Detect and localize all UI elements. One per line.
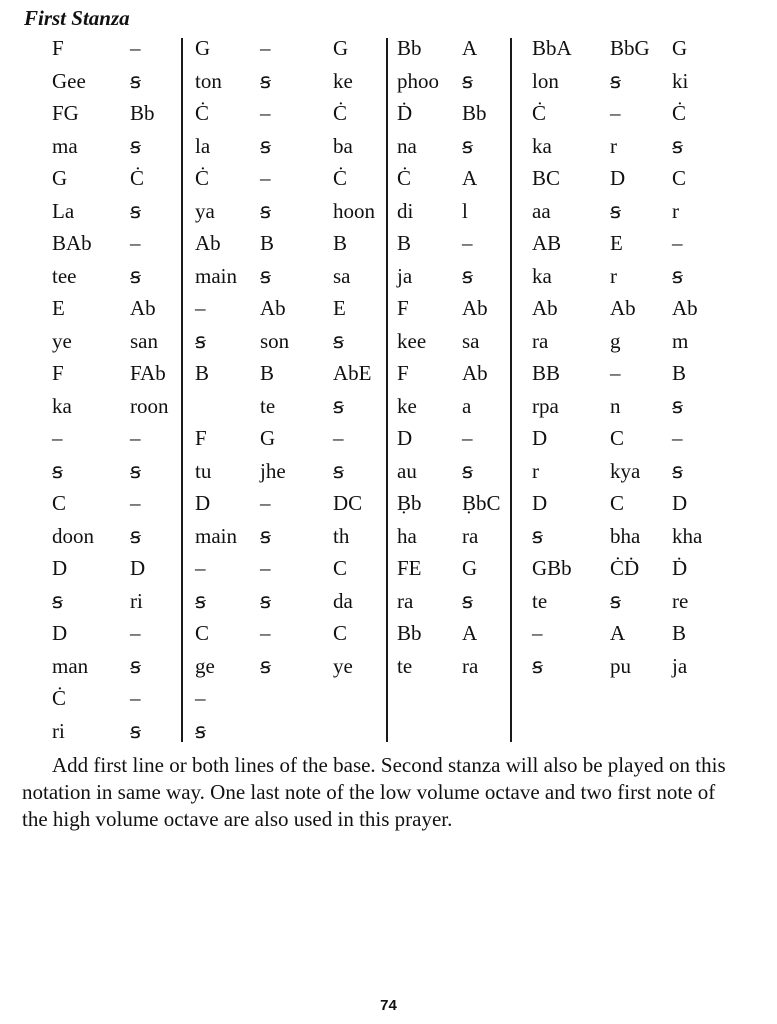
notation-cell: D	[52, 621, 68, 645]
notation-cell: la	[195, 133, 211, 158]
stanza-title: First Stanza	[24, 6, 130, 30]
notation-row	[0, 130, 777, 162]
notation-cell: ꞩ	[130, 653, 141, 678]
notation-cell: BC	[532, 166, 561, 190]
notation-cell: –	[260, 556, 271, 580]
notation-cell: F	[397, 361, 409, 385]
notation-cell: aa	[532, 198, 551, 223]
notation-cell: ra	[462, 523, 479, 548]
notation-cell: ꞩ	[462, 133, 473, 158]
notation-cell: ꞩ	[130, 198, 141, 223]
notation-cell: D	[532, 426, 548, 450]
notation-cell: kee	[397, 328, 427, 353]
notation-cell: E	[333, 296, 346, 320]
notation-cell: –	[260, 621, 271, 645]
notation-cell: Ab	[462, 296, 488, 320]
notation-row	[0, 65, 777, 97]
notation-cell: ton	[195, 68, 222, 93]
notation-cell: G	[260, 426, 276, 450]
notation-cell: A	[462, 166, 478, 190]
notation-row	[0, 650, 777, 682]
notation-cell: ꞩ	[462, 263, 473, 288]
notation-cell: ꞩ	[195, 588, 206, 613]
notation-cell: Ab	[462, 361, 488, 385]
notation-cell: Gee	[52, 68, 86, 93]
notation-cell: phoo	[397, 68, 439, 93]
notation-cell: na	[397, 133, 417, 158]
notation-row	[0, 227, 777, 259]
notation-cell: l	[462, 198, 468, 223]
notation-cell: man	[52, 653, 89, 678]
notation-cell: Ċ	[532, 101, 547, 125]
notation-cell: ka	[52, 393, 72, 418]
notation-cell: C	[610, 426, 625, 450]
notation-cell: ꞩ	[610, 588, 621, 613]
notation-cell: r	[610, 133, 617, 158]
notation-cell: kya	[610, 458, 641, 483]
notation-cell: ꞩ	[532, 653, 543, 678]
notation-cell: Ċ	[195, 166, 210, 190]
notation-cell: B	[195, 361, 210, 385]
notation-cell: Ċ	[130, 166, 145, 190]
notation-cell: Ḅb	[397, 491, 422, 515]
notation-cell: B	[260, 231, 275, 255]
notation-cell: GBb	[532, 556, 572, 580]
notation-cell: tu	[195, 458, 212, 483]
notation-cell: ꞩ	[672, 393, 683, 418]
instruction-paragraph: Add first line or both lines of the base. Second stanza will also be played on this notation in same way. One last note of the low volume octave and two first note of the high volume octave are also used in this prayer.	[22, 753, 726, 831]
notation-cell: Ċ	[333, 101, 348, 125]
notation-cell: ki	[672, 68, 689, 93]
notation-cell: B	[397, 231, 412, 255]
notation-cell: ꞩ	[260, 263, 271, 288]
notation-cell: –	[260, 491, 271, 515]
notation-row	[0, 520, 777, 552]
notation-cell: –	[195, 296, 206, 320]
notation-cell: te	[532, 588, 548, 613]
notation-cell: ꞩ	[610, 68, 621, 93]
notation-cell: C	[52, 491, 67, 515]
notation-cell: –	[672, 426, 683, 450]
notation-cell: Ab	[610, 296, 636, 320]
notation-cell: Ċ	[333, 166, 348, 190]
notation-cell: D	[672, 491, 688, 515]
notation-cell: –	[130, 686, 141, 710]
notation-cell: Ċ	[195, 101, 210, 125]
notation-cell: ꞩ	[130, 133, 141, 158]
notation-cell: ꞩ	[52, 458, 63, 483]
notation-cell: ꞩ	[333, 393, 344, 418]
notation-cell: C	[333, 556, 348, 580]
notation-cell: D	[130, 556, 146, 580]
notation-cell: AbE	[333, 361, 372, 385]
notation-cell: –	[52, 426, 63, 450]
notation-cell: ke	[397, 393, 417, 418]
notation-cell: C	[610, 491, 625, 515]
notation-cell: ꞩ	[260, 588, 271, 613]
notation-cell: ĊḊ	[610, 556, 640, 580]
notation-cell: r	[672, 198, 679, 223]
notation-cell: th	[333, 523, 350, 548]
notation-cell: D	[532, 491, 548, 515]
notation-cell: –	[462, 231, 473, 255]
notation-row	[0, 97, 777, 129]
notation-cell: san	[130, 328, 158, 353]
notation-cell: ha	[397, 523, 417, 548]
notation-cell: –	[260, 36, 271, 60]
notation-cell: –	[260, 166, 271, 190]
notation-cell: A	[462, 36, 478, 60]
notation-cell: ra	[462, 653, 479, 678]
notation-row	[0, 195, 777, 227]
notation-cell: Ab	[195, 231, 221, 255]
notation-cell: A	[610, 621, 626, 645]
notation-cell: ꞩ	[52, 588, 63, 613]
notation-cell: ye	[333, 653, 353, 678]
notation-cell: ḄbC	[462, 491, 501, 515]
notation-cell: ka	[532, 263, 552, 288]
notation-cell: main	[195, 523, 237, 548]
notation-cell: ꞩ	[672, 263, 683, 288]
notation-cell: ja	[672, 653, 688, 678]
notation-cell: D	[397, 426, 413, 450]
notation-cell: –	[195, 556, 206, 580]
notation-cell: La	[52, 198, 75, 223]
notation-cell: ꞩ	[195, 328, 206, 353]
notation-row	[0, 32, 777, 64]
notation-cell: ri	[52, 718, 65, 743]
notation-cell: E	[52, 296, 65, 320]
notation-cell: B	[672, 361, 687, 385]
notation-cell: B	[260, 361, 275, 385]
notation-cell: di	[397, 198, 414, 223]
notation-cell: D	[52, 556, 68, 580]
notation-cell: –	[130, 231, 141, 255]
notation-row	[0, 715, 777, 747]
notation-cell: –	[610, 101, 621, 125]
notation-cell: C	[333, 621, 348, 645]
notation-cell: lon	[532, 68, 559, 93]
notation-cell: Ab	[130, 296, 156, 320]
notation-cell: –	[610, 361, 621, 385]
notation-cell: D	[610, 166, 626, 190]
notation-row	[0, 487, 777, 519]
notation-cell: G	[672, 36, 688, 60]
notation-cell: BbA	[532, 36, 572, 60]
notation-cell: –	[130, 491, 141, 515]
notation-cell: –	[130, 36, 141, 60]
notation-cell: ꞩ	[130, 263, 141, 288]
notation-cell: ꞩ	[195, 718, 206, 743]
notation-row	[0, 325, 777, 357]
notation-cell: B	[672, 621, 687, 645]
notation-row	[0, 422, 777, 454]
notation-cell: ꞩ	[672, 133, 683, 158]
notation-cell: –	[130, 426, 141, 450]
notation-row	[0, 292, 777, 324]
notation-cell: Ċ	[672, 101, 687, 125]
notation-cell: ꞩ	[333, 458, 344, 483]
notation-cell: ꞩ	[130, 523, 141, 548]
notation-grid	[0, 32, 777, 744]
notation-cell: Ab	[532, 296, 558, 320]
notation-cell: bha	[610, 523, 641, 548]
notation-cell: BB	[532, 361, 561, 385]
notation-cell: da	[333, 588, 353, 613]
notation-cell: ra	[397, 588, 414, 613]
notation-row	[0, 390, 777, 422]
page-number: 74	[380, 997, 397, 1014]
notation-cell: F	[52, 36, 64, 60]
notation-cell: ma	[52, 133, 78, 158]
notation-cell: ke	[333, 68, 353, 93]
notation-cell: E	[610, 231, 623, 255]
notation-cell: ꞩ	[260, 68, 271, 93]
notation-cell: Bb	[397, 621, 422, 645]
notation-cell: au	[397, 458, 417, 483]
notation-cell: ba	[333, 133, 353, 158]
notation-cell: ya	[195, 198, 215, 223]
notation-cell: F	[195, 426, 207, 450]
notation-cell: F	[52, 361, 64, 385]
notation-cell: ꞩ	[462, 588, 473, 613]
notation-cell: ꞩ	[610, 198, 621, 223]
notation-cell: ja	[397, 263, 413, 288]
notation-cell: sa	[462, 328, 480, 353]
notation-cell: a	[462, 393, 472, 418]
notation-cell: A	[462, 621, 478, 645]
notation-cell: main	[195, 263, 237, 288]
notation-cell: BbG	[610, 36, 650, 60]
notation-cell: FAb	[130, 361, 166, 385]
notation-cell: Ċ	[52, 686, 67, 710]
notation-cell: ꞩ	[462, 68, 473, 93]
notation-cell: ka	[532, 133, 552, 158]
notation-cell: ꞩ	[672, 458, 683, 483]
notation-cell: G	[333, 36, 349, 60]
notation-cell: te	[397, 653, 413, 678]
notation-cell: ꞩ	[260, 133, 271, 158]
notation-cell: AB	[532, 231, 562, 255]
notation-cell: ꞩ	[260, 523, 271, 548]
notation-cell: –	[532, 621, 543, 645]
notation-cell: sa	[333, 263, 351, 288]
notation-row	[0, 455, 777, 487]
notation-cell: r	[610, 263, 617, 288]
notation-cell: g	[610, 328, 621, 353]
notation-cell: FE	[397, 556, 422, 580]
notation-cell: roon	[130, 393, 169, 418]
notation-cell: Ċ	[397, 166, 412, 190]
notation-cell: ꞩ	[260, 653, 271, 678]
notation-cell: n	[610, 393, 621, 418]
notation-cell: G	[195, 36, 211, 60]
notation-cell: Ab	[260, 296, 286, 320]
notation-cell: ꞩ	[130, 718, 141, 743]
notation-cell: re	[672, 588, 689, 613]
notation-cell: D	[195, 491, 211, 515]
notation-cell: FG	[52, 101, 79, 125]
notation-row	[0, 357, 777, 389]
notation-cell: F	[397, 296, 409, 320]
notation-cell: C	[195, 621, 210, 645]
notation-cell: Ḋ	[672, 556, 688, 580]
notation-cell: Ḋ	[397, 101, 413, 125]
notation-cell: G	[462, 556, 478, 580]
notation-cell: Ab	[672, 296, 698, 320]
notation-cell: B	[333, 231, 348, 255]
notation-cell: pu	[610, 653, 631, 678]
notation-cell: –	[462, 426, 473, 450]
notation-cell: ge	[195, 653, 215, 678]
notation-cell: ꞩ	[130, 458, 141, 483]
notation-cell: hoon	[333, 198, 375, 223]
notation-cell: m	[672, 328, 689, 353]
notation-cell: –	[333, 426, 344, 450]
notation-row	[0, 260, 777, 292]
notation-row	[0, 585, 777, 617]
notation-cell: G	[52, 166, 68, 190]
notation-cell: Bb	[397, 36, 422, 60]
notation-cell: ꞩ	[462, 458, 473, 483]
notation-cell: Bb	[130, 101, 155, 125]
notation-cell: C	[672, 166, 687, 190]
notation-cell: jhe	[260, 458, 286, 483]
notation-cell: r	[532, 458, 539, 483]
notation-cell: ꞩ	[130, 68, 141, 93]
notation-cell: tee	[52, 263, 77, 288]
notation-cell: –	[195, 686, 206, 710]
notation-cell: ra	[532, 328, 549, 353]
notation-cell: son	[260, 328, 290, 353]
notation-cell: ꞩ	[260, 198, 271, 223]
notation-cell: Bb	[462, 101, 487, 125]
notation-cell: ꞩ	[333, 328, 344, 353]
notation-cell: ꞩ	[532, 523, 543, 548]
notation-row	[0, 162, 777, 194]
notation-cell: –	[260, 101, 271, 125]
notation-cell: rpa	[532, 393, 559, 418]
notation-cell: te	[260, 393, 276, 418]
notation-cell: –	[130, 621, 141, 645]
notation-cell: DC	[333, 491, 363, 515]
notation-cell: BAb	[52, 231, 92, 255]
notation-cell: doon	[52, 523, 94, 548]
notation-row	[0, 552, 777, 584]
notation-cell: kha	[672, 523, 703, 548]
notation-cell: ri	[130, 588, 143, 613]
notation-cell: ye	[52, 328, 72, 353]
notation-row	[0, 682, 777, 714]
notation-row	[0, 617, 777, 649]
notation-cell: –	[672, 231, 683, 255]
